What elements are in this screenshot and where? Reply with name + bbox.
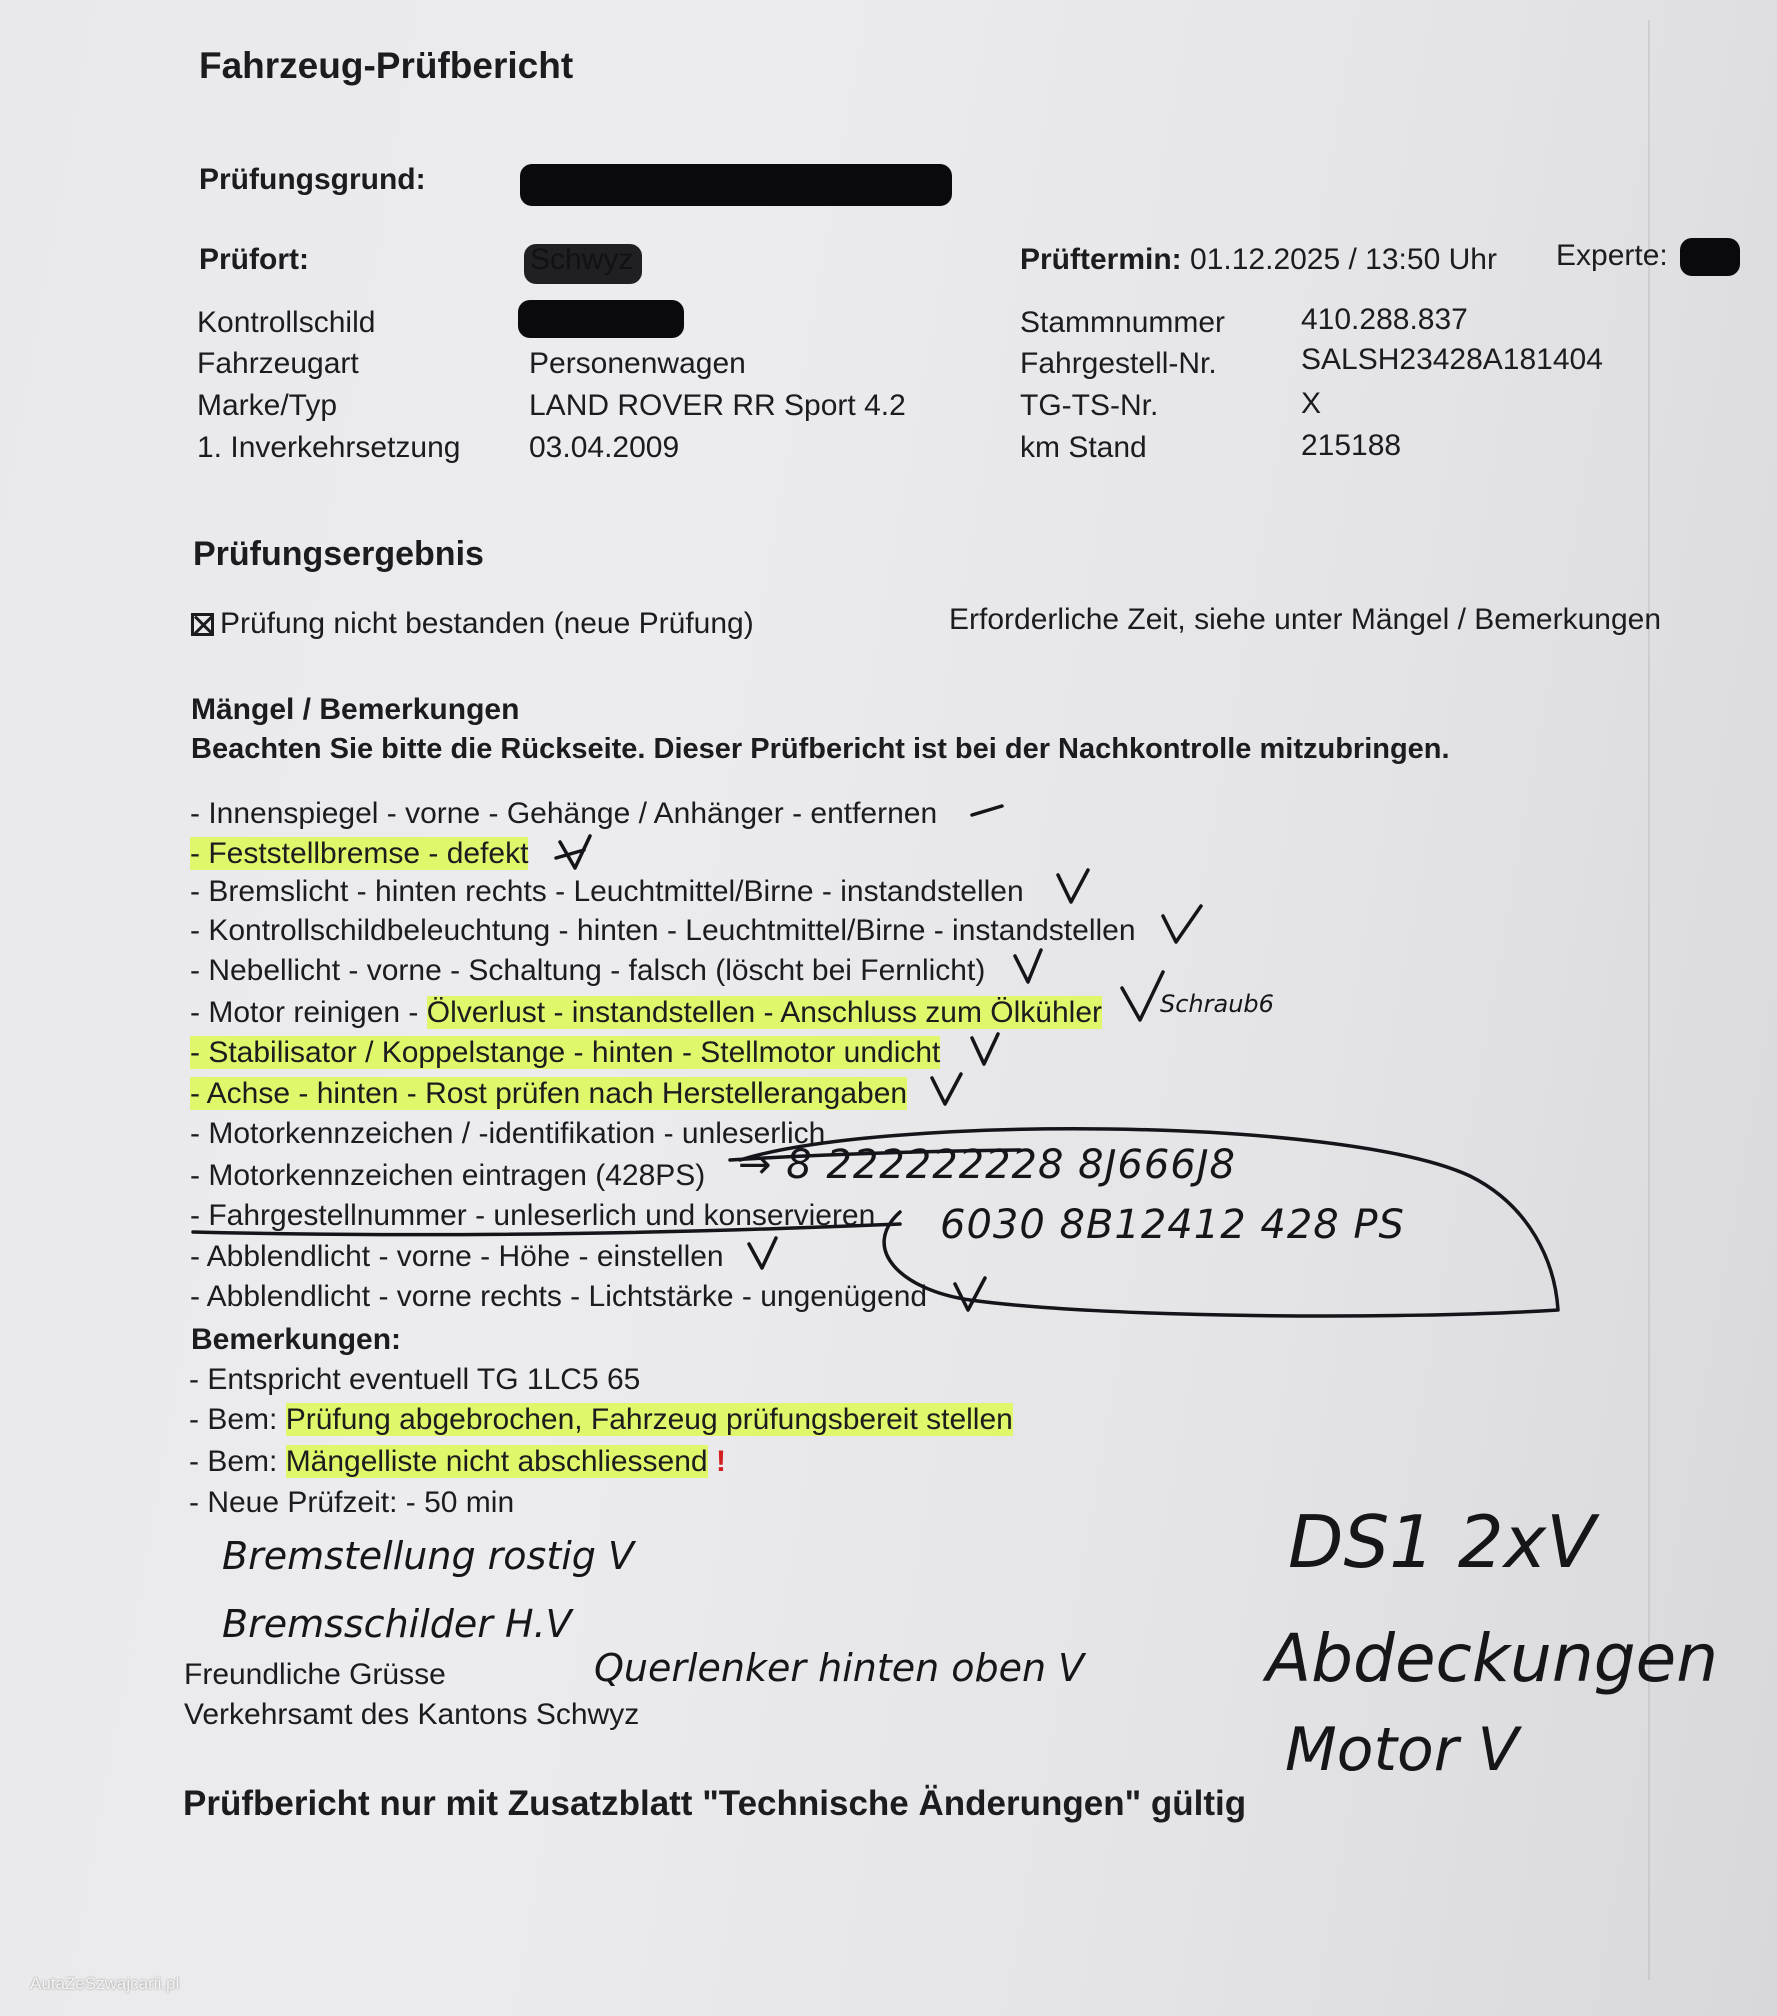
prueftermin (1020, 242, 1497, 278)
check-mark (1163, 906, 1201, 942)
remark-item: - Neue Prüfzeit: - 50 min (189, 1486, 515, 1519)
remark-item (189, 1402, 1013, 1438)
defect-item: - Abblendlicht - vorne - Höhe - einstellen (190, 1240, 724, 1273)
check-mark (749, 1238, 776, 1268)
remark-item-prefix: - Bem: (189, 1403, 286, 1436)
defect-item: - Motorkennzeichen / -identifikation - unleserlich (190, 1117, 826, 1150)
stammnummer-label: Stammnummer (1020, 306, 1226, 339)
marke-label: Marke/Typ (197, 389, 338, 422)
pruefort-label: Prüfort: (199, 243, 309, 276)
prueftermin-label: Prüftermin: (1020, 243, 1182, 276)
result-time-note: Erforderliche Zeit, siehe unter Mängel / Bemerkungen (949, 603, 1662, 636)
defect-item: - Bremslicht - hinten rechts - Leuchtmittel/Birne - instandstellen (190, 875, 1024, 908)
document-title: Fahrzeug-Prüfbericht (199, 45, 574, 86)
tgts-label: TG-TS-Nr. (1020, 389, 1159, 422)
handwritten-motor: Motor V (1285, 1715, 1519, 1785)
fahrzeugart-value: Personenwagen (529, 347, 746, 380)
defect-item-text: - Achse - hinten - Rost prüfen nach Herstellerangaben (190, 1077, 908, 1110)
handwritten-querlenker: Querlenker hinten oben V (594, 1646, 1085, 1690)
check-mark (1122, 972, 1163, 1020)
defect-item: - Motorkennzeichen eintragen (428PS) (190, 1159, 706, 1192)
result-status (191, 606, 754, 642)
result-status-text: Prüfung nicht bestanden (neue Prüfung) (220, 607, 754, 640)
defect-item (190, 836, 528, 872)
checked-box-icon (191, 613, 214, 636)
defect-item-text: - Stabilisator / Koppelstange - hinten - Stellmotor undicht (190, 1036, 941, 1069)
inverkehr-value: 03.04.2009 (529, 431, 680, 464)
closing-greeting: Freundliche Grüsse (184, 1658, 446, 1691)
defect-item (190, 995, 1102, 1031)
inverkehr-label: 1. Inverkehrsetzung (197, 431, 461, 464)
defect-item (190, 1035, 940, 1071)
handwritten-engine-number-1: → 8 222222228 8J666J8 (738, 1142, 1236, 1188)
pruefungsgrund-label: Prüfungsgrund: (199, 163, 426, 196)
defect-item-text: Ölverlust - instandstellen - Anschluss zum Ölkühler (426, 996, 1103, 1029)
defect-item: - Fahrgestellnummer - unleserlich und konservieren (190, 1199, 876, 1232)
defect-item: - Kontrollschildbeleuchtung - hinten - Leuchtmittel/Birne - instandstellen (190, 914, 1136, 947)
remark-item: - Entspricht eventuell TG 1LC5 65 (189, 1363, 641, 1396)
remark-item-prefix: - Bem: (189, 1445, 286, 1478)
handwritten-bremsschilder: Bremsschilder H.V (222, 1602, 572, 1646)
remark-item (189, 1444, 726, 1480)
check-mark (932, 1074, 961, 1104)
check-mark (556, 836, 590, 868)
defect-item-text: - Feststellbremse - defekt (190, 837, 529, 870)
handwritten-abdeckungen: Abdeckungen (1266, 1620, 1719, 1697)
experte-label: Experte: (1556, 239, 1668, 272)
stammnummer-value: 410.288.837 (1301, 303, 1468, 336)
handwritten-ds1: DS1 2xV (1288, 1500, 1596, 1584)
check-mark (972, 1034, 998, 1064)
check-mark (1058, 870, 1088, 902)
dash-mark (972, 806, 1002, 815)
handwritten-bremsstellung: Bremstellung rostig V (222, 1534, 634, 1578)
defect-item: - Innenspiegel - vorne - Gehänge / Anhänger - entfernen (190, 797, 938, 830)
handwritten-engine-number-2: 6030 8B12412 428 PS (940, 1202, 1405, 1248)
km-value: 215188 (1301, 429, 1402, 462)
defect-item (190, 1076, 907, 1112)
prueftermin-value: 01.12.2025 / 13:50 Uhr (1190, 243, 1497, 276)
defect-item: - Nebellicht - vorne - Schaltung - falsch (löscht bei Fernlicht) (190, 954, 986, 987)
tgts-value: X (1301, 387, 1322, 420)
remark-item-text: Mängelliste nicht abschliessend (285, 1445, 708, 1478)
exclamation-mark: ! (715, 1445, 726, 1478)
defects-notice: Beachten Sie bitte die Rückseite. Dieser Prüfbericht ist bei der Nachkontrolle mitzubringen. (191, 733, 1450, 765)
closing-office: Verkehrsamt des Kantons Schwyz (184, 1698, 640, 1731)
redaction-kontrollschild (518, 300, 684, 338)
footer-notice: Prüfbericht nur mit Zusatzblatt "Technische Änderungen" gültig (183, 1784, 1247, 1823)
marke-value: LAND ROVER RR Sport 4.2 (529, 389, 906, 422)
fahrzeugart-label: Fahrzeugart (197, 347, 359, 380)
check-mark (955, 1278, 985, 1310)
handwritten-schraube: Schraub6 (1160, 990, 1274, 1018)
redaction-experte (1680, 238, 1740, 276)
redaction-pruefungsgrund (520, 164, 952, 206)
result-heading: Prüfungsergebnis (193, 535, 484, 573)
remark-item-text: Prüfung abgebrochen, Fahrzeug prüfungsbereit stellen (285, 1403, 1013, 1436)
defect-item-prefix: - Motor reinigen - (190, 996, 427, 1029)
km-label: km Stand (1020, 431, 1147, 464)
redaction-pruefort (524, 244, 642, 284)
check-mark (1015, 950, 1041, 982)
kontrollschild-label: Kontrollschild (197, 306, 376, 339)
fahrgestell-label: Fahrgestell-Nr. (1020, 347, 1217, 380)
defect-item: - Abblendlicht - vorne rechts - Lichtstärke - ungenügend (190, 1280, 928, 1313)
watermark: AutaZeSzwajcarii.pl (30, 1974, 180, 1993)
defects-heading: Mängel / Bemerkungen (191, 693, 520, 726)
fahrgestell-value: SALSH23428A181404 (1301, 343, 1603, 376)
remarks-heading: Bemerkungen: (191, 1323, 402, 1356)
